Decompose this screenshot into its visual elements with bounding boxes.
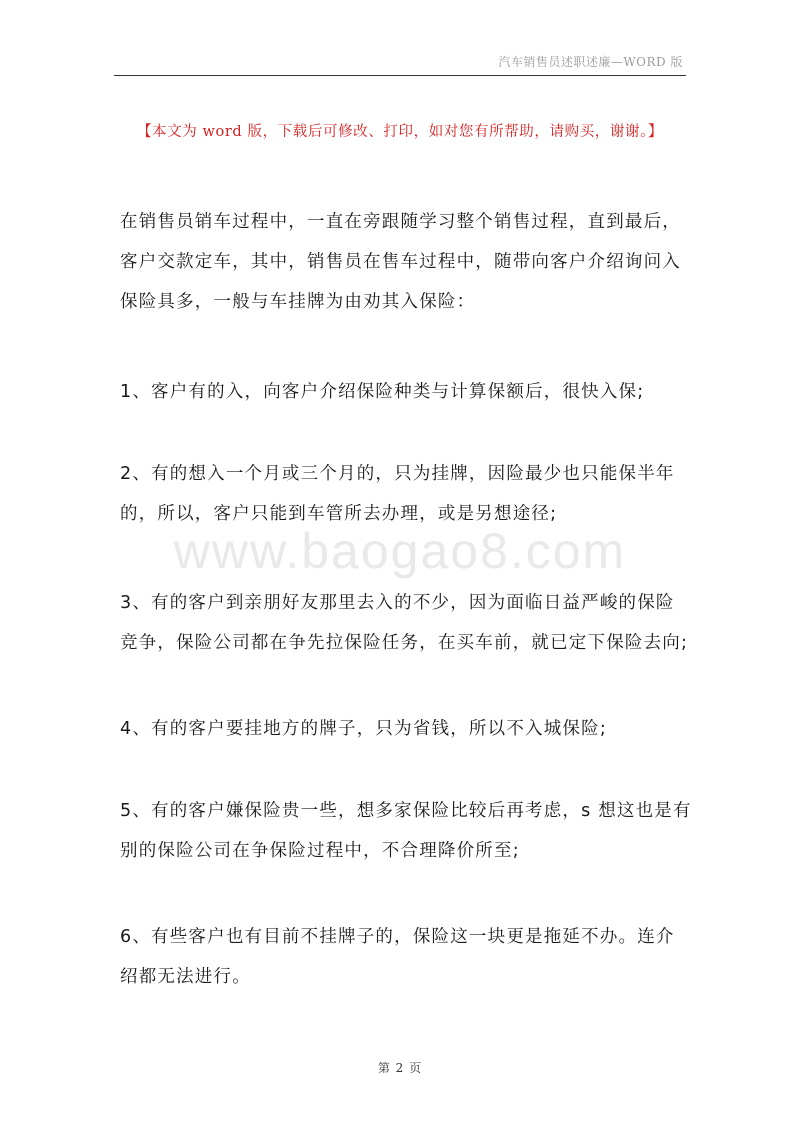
- text-line: 6、有些客户也有目前不挂牌子的，保险这一块更是拖延不办。连介: [120, 927, 675, 947]
- page-number: 第 2 页: [377, 1061, 423, 1075]
- text-line: 5、有的客户嫌保险贵一些，想多家保险比较后再考虑，s 想这也是有: [120, 801, 692, 821]
- text-line: 客户交款定车，其中，销售员在售车过程中，随带向客户介绍询问入: [120, 252, 681, 272]
- text-line: 1、客户有的入，向客户介绍保险种类与计算保额后，很快入保;: [120, 382, 645, 402]
- text-line: 别的保险公司在争保险过程中，不合理降价所至;: [120, 841, 520, 861]
- text-line: 在销售员销车过程中，一直在旁跟随学习整个销售过程，直到最后，: [120, 212, 681, 232]
- paragraph-item-4: [120, 709, 692, 749]
- paragraph-item-1: [120, 372, 692, 412]
- text-line: 2、有的想入一个月或三个月的，只为挂牌，因险最少也只能保半年: [120, 464, 675, 484]
- text-line: 3、有的客户到亲朋好友那里去入的不少，因为面临日益严峻的保险: [120, 593, 675, 613]
- watermark: www.baogao8.com: [173, 523, 627, 579]
- paragraph-item-6: [120, 917, 692, 997]
- paragraph-intro: [120, 202, 692, 322]
- paragraph-item-2: [120, 454, 692, 534]
- purchase-notice: 【本文为 word 版，下载后可修改、打印，如对您有所帮助，请购买，谢谢。】: [136, 124, 664, 140]
- text-line: 绍都无法进行。: [120, 967, 251, 987]
- text-line: 保险具多，一般与车挂牌为由劝其入保险：: [120, 292, 476, 312]
- running-header: 汽车销售员述职述廉—WORD 版: [498, 55, 683, 69]
- text-line: 4、有的客户要挂地方的牌子，只为省钱，所以不入城保险;: [120, 719, 607, 739]
- text-line: 的，所以，客户只能到车管所去办理，或是另想途径;: [120, 504, 558, 524]
- header-divider: [114, 75, 686, 76]
- paragraph-item-3: [120, 583, 692, 663]
- text-line: 竞争，保险公司都在争先拉保险任务，在买车前，就已定下保险去向;: [120, 633, 689, 653]
- paragraph-item-5: [120, 791, 692, 871]
